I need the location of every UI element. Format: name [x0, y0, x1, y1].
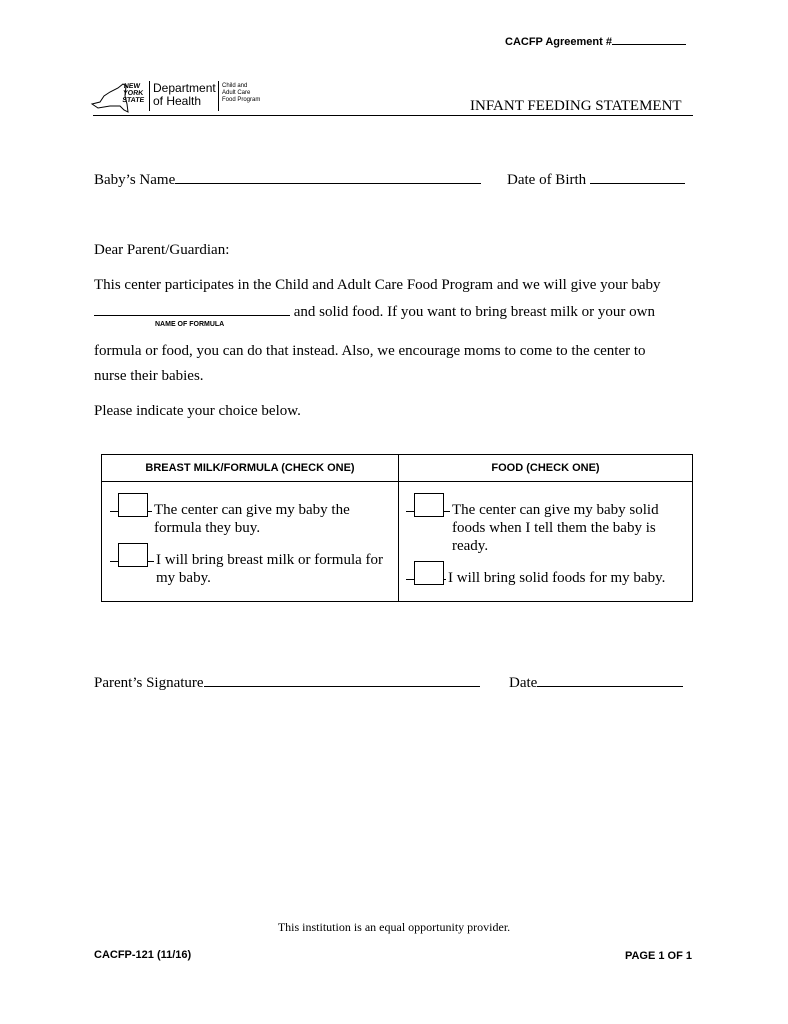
signature-date-row	[509, 675, 683, 692]
form-title: INFANT FEEDING STATEMENT	[470, 98, 682, 114]
paragraph-line-4: nurse their babies.	[94, 368, 204, 384]
page-number: PAGE 1 OF 1	[624, 950, 692, 962]
checkbox[interactable]	[414, 493, 444, 517]
food-option-parent-text: I will bring solid foods for my baby.	[448, 570, 666, 586]
dob-label: Date of Birth	[507, 172, 587, 188]
baby-name-field[interactable]	[175, 183, 481, 184]
checkbox[interactable]	[414, 561, 444, 585]
form-number: CACFP-121 (11/16)	[94, 949, 192, 961]
formula-caption: NAME OF FORMULA	[155, 321, 225, 328]
paragraph-line-1: This center participates in the Child and Adult Care Food Program and we will give your baby	[94, 277, 661, 293]
header-rule	[93, 115, 693, 116]
checkbox[interactable]	[118, 493, 148, 517]
choice-table	[101, 454, 693, 602]
formula-option-parent[interactable]	[110, 543, 154, 567]
checkbox[interactable]	[118, 543, 148, 567]
logo-state-text: NEW YORK STATE	[121, 83, 145, 104]
breast-milk-formula-header: BREAST MILK/FORMULA (CHECK ONE)	[145, 462, 355, 474]
logo-department-text: Department of Health	[153, 81, 216, 108]
paragraph-line-3: formula or food, you can do that instead. Also, we encourage moms to come to the center to	[94, 343, 646, 359]
signature-label: Parent’s Signature	[94, 675, 204, 691]
instruction-text: Please indicate your choice below.	[94, 403, 301, 419]
equal-opportunity-statement: This institution is an equal opportunity provider.	[277, 920, 511, 934]
dob-field[interactable]	[590, 183, 685, 184]
formula-name-field[interactable]	[94, 315, 290, 316]
agreement-label: CACFP Agreement #	[505, 36, 612, 48]
logo-program-text: Child and Adult Care Food Program	[222, 83, 261, 103]
nys-doh-logo	[90, 80, 290, 116]
formula-option-center-text: The center can give my baby the formula they buy.	[154, 502, 350, 536]
formula-option-parent-text: I will bring breast milk or formula for my baby.	[156, 552, 384, 586]
formula-option-center[interactable]	[110, 493, 152, 517]
baby-name-row	[94, 172, 481, 189]
signature-date-field[interactable]	[537, 686, 683, 687]
dob-row	[507, 172, 685, 189]
paragraph-line-2: and solid food. If you want to bring breast milk or your own	[94, 304, 655, 321]
agreement-number-field[interactable]	[612, 44, 686, 45]
food-option-center[interactable]	[406, 493, 450, 517]
baby-name-label: Baby’s Name	[94, 172, 176, 188]
food-header: FOOD (CHECK ONE)	[491, 462, 600, 474]
signature-field[interactable]	[204, 686, 480, 687]
greeting: Dear Parent/Guardian:	[94, 242, 230, 258]
food-option-center-text: The center can give my baby solid foods when I tell them the baby is ready.	[452, 502, 659, 554]
signature-date-label: Date	[509, 675, 538, 691]
signature-row	[94, 675, 480, 692]
agreement-number	[505, 36, 686, 48]
food-option-parent[interactable]	[406, 561, 446, 585]
